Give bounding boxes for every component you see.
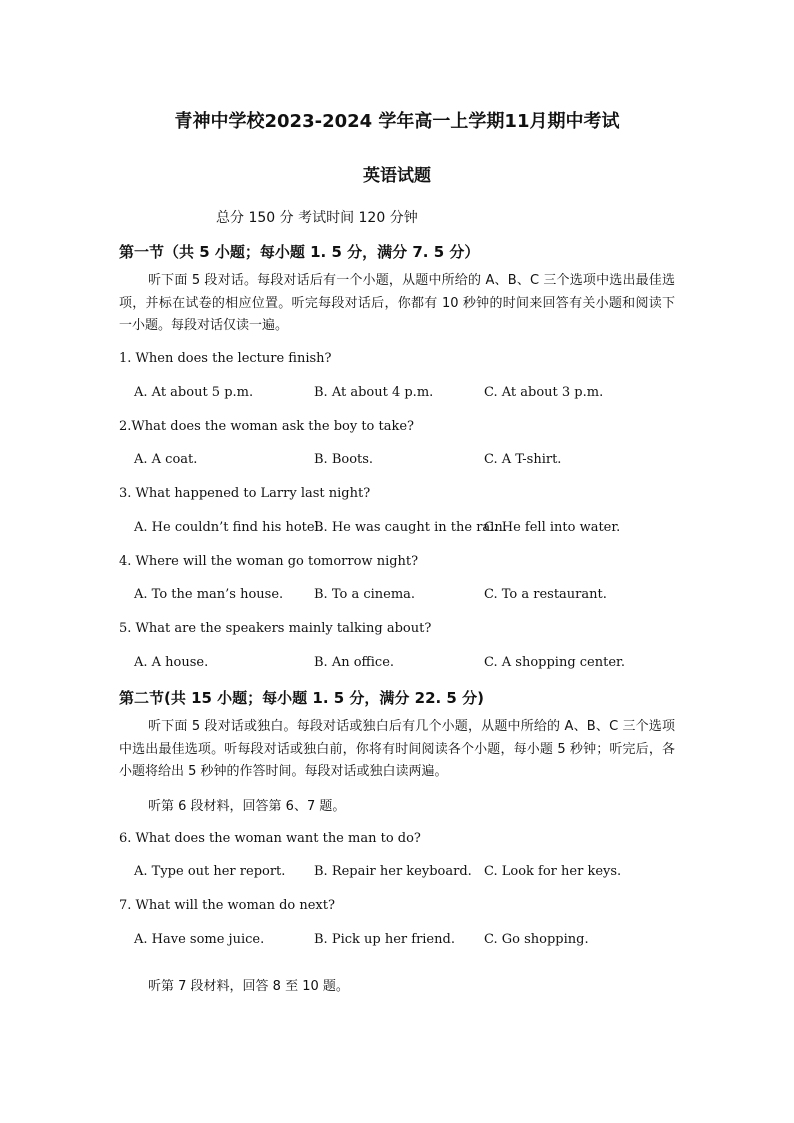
option-c: C. He fell into water. — [484, 520, 621, 535]
option-c: C. To a restaurant. — [484, 587, 607, 602]
option-b: B. Repair her keyboard. — [314, 864, 472, 879]
option-b: B. An office. — [314, 655, 395, 670]
option-a: A. He couldn’t find his hotel. — [134, 520, 323, 535]
question-stem: 4. Where will the woman go tomorrow night? — [119, 554, 419, 569]
section2-heading: 第二节(共 15 小题；每小题 1. 5 分，满分 22. 5 分) — [119, 689, 484, 707]
option-b: B. Boots. — [314, 452, 374, 467]
option-c: C. Go shopping. — [484, 932, 589, 947]
option-b: B. He was caught in the rain. — [314, 520, 507, 535]
question-stem: 5. What are the speakers mainly talking about? — [119, 621, 432, 636]
section1-heading: 第一节（共 5 小题；每小题 1. 5 分，满分 7. 5 分） — [119, 243, 480, 261]
option-c: C. A shopping center. — [484, 655, 625, 670]
listening-lead: 听第 6 段材料，回答第 6、7 题。 — [148, 799, 346, 814]
option-a: A. At about 5 p.m. — [134, 385, 254, 400]
exam-subtitle: 英语试题 — [363, 166, 431, 186]
option-a: A. A house. — [134, 655, 209, 670]
exam-title: 青神中学校2023-2024 学年高一上学期11月期中考试 — [174, 111, 620, 132]
option-c: C. A T-shirt. — [484, 452, 562, 467]
listening-lead: 听第 7 段材料，回答 8 至 10 题。 — [148, 979, 349, 994]
option-b: B. At about 4 p.m. — [314, 385, 434, 400]
question-stem: 3. What happened to Larry last night? — [119, 486, 371, 501]
exam-meta: 总分 150 分 考试时间 120 分钟 — [216, 210, 418, 226]
section1-instructions: 听下面 5 段对话。每段对话后有一个小题，从题中所给的 A、B、C 三个选项中选出最佳选项，并标在试卷的相应位置。听完每段对话后，你都有 10 秒钟的时间来回答有关小题和阅读下一小题。每段对话仅读一遍。 — [119, 273, 675, 333]
option-a: A. Have some juice. — [134, 932, 265, 947]
option-c: C. Look for her keys. — [484, 864, 622, 879]
question-stem: 2.What does the woman ask the boy to take? — [119, 419, 415, 434]
question-stem: 7. What will the woman do next? — [119, 898, 335, 913]
option-a: A. Type out her report. — [134, 864, 286, 879]
option-c: C. At about 3 p.m. — [484, 385, 604, 400]
option-a: A. A coat. — [134, 452, 198, 467]
question-stem: 6. What does the woman want the man to do? — [119, 831, 421, 846]
section2-instructions: 听下面 5 段对话或独白。每段对话或独白后有几个小题，从题中所给的 A、B、C 三个选项中选出最佳选项。听每段对话或独白前，你将有时间阅读各个小题，每小题 5 秒钟；听完后，各小题将给出 5 秒钟的作答时间。每段对话或独白读两遍。 — [119, 719, 675, 779]
option-b: B. Pick up her friend. — [314, 932, 455, 947]
option-b: B. To a cinema. — [314, 587, 416, 602]
option-a: A. To the man’s house. — [134, 587, 284, 602]
question-stem: 1. When does the lecture finish? — [119, 351, 332, 366]
